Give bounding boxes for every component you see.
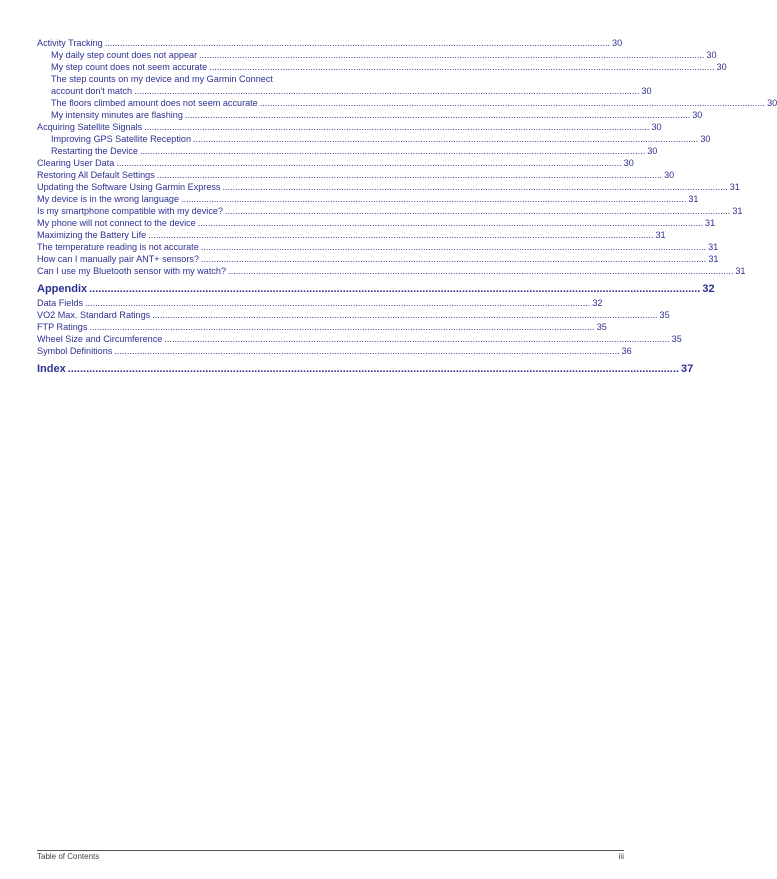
toc-entry-page: 30 xyxy=(692,110,703,120)
table-of-contents xyxy=(37,37,777,377)
toc-entry-pair-ant-sensors[interactable] xyxy=(37,253,719,265)
toc-entry-smartphone-compatible[interactable] xyxy=(37,205,743,217)
toc-entry-clearing-user-data[interactable] xyxy=(37,157,634,169)
toc-entry-title: FTP Ratings xyxy=(37,322,88,332)
toc-entry-ftp-ratings[interactable] xyxy=(37,321,607,333)
toc-entry-temperature-reading[interactable] xyxy=(37,241,719,253)
toc-entry-daily-step-count[interactable] xyxy=(37,49,717,61)
toc-leader-dots xyxy=(89,282,700,296)
toc-entry-title: How can I manually pair ANT+ sensors? xyxy=(37,254,199,264)
toc-entry-page: 35 xyxy=(659,310,670,320)
toc-leader-dots xyxy=(181,193,686,205)
toc-entry-title: The floors climbed amount does not seem accurate xyxy=(51,98,258,108)
toc-leader-dots xyxy=(209,61,714,73)
toc-entry-intensity-minutes[interactable] xyxy=(37,109,703,121)
toc-leader-dots xyxy=(105,37,610,49)
toc-entry-page: 36 xyxy=(621,346,632,356)
toc-entry-satellite-signals[interactable] xyxy=(37,121,662,133)
toc-entry-title: VO2 Max. Standard Ratings xyxy=(37,310,151,320)
toc-entry-vo2-max-ratings[interactable] xyxy=(37,309,670,321)
toc-entry-title-line2: account don't match xyxy=(51,86,133,96)
toc-section-title: Index xyxy=(37,363,66,375)
toc-entry-page: 30 xyxy=(651,122,662,132)
toc-leader-dots xyxy=(116,157,621,169)
toc-entry-wheel-size[interactable] xyxy=(37,333,682,345)
toc-entry-page: 30 xyxy=(623,158,634,168)
toc-leader-dots xyxy=(193,133,698,145)
toc-leader-dots xyxy=(228,265,733,277)
toc-entry-title: Updating the Software Using Garmin Express xyxy=(37,182,221,192)
toc-leader-dots xyxy=(68,362,679,376)
toc-entry-page: 35 xyxy=(671,334,682,344)
toc-entry-page: 32 xyxy=(592,298,603,308)
toc-entry-title: Symbol Definitions xyxy=(37,346,113,356)
toc-entry-title-line1: The step counts on my device and my Garmin Connect xyxy=(51,74,273,84)
toc-leader-dots xyxy=(114,345,619,357)
toc-entry-step-counts-mismatch[interactable] xyxy=(37,73,652,97)
toc-entry-symbol-definitions[interactable] xyxy=(37,345,632,357)
toc-entry-page: 30 xyxy=(706,50,717,60)
toc-leader-dots xyxy=(140,145,645,157)
toc-entry-page: 30 xyxy=(716,62,727,72)
toc-leader-dots xyxy=(85,297,590,309)
footer-section-name: Table of Contents xyxy=(37,852,100,861)
toc-entry-page: 31 xyxy=(708,242,719,252)
toc-entry-title: Restoring All Default Settings xyxy=(37,170,155,180)
toc-entry-restoring-defaults[interactable] xyxy=(37,169,675,181)
toc-leader-dots xyxy=(198,217,703,229)
toc-leader-dots xyxy=(201,253,706,265)
toc-entry-title: Acquiring Satellite Signals xyxy=(37,122,143,132)
toc-entry-title: Restarting the Device xyxy=(51,146,138,156)
toc-section-appendix[interactable] xyxy=(37,282,715,296)
toc-leader-dots xyxy=(225,205,730,217)
toc-entry-restarting-device[interactable] xyxy=(37,145,658,157)
toc-leader-dots xyxy=(201,241,706,253)
footer-page-number: iii xyxy=(618,852,624,861)
toc-leader-dots xyxy=(185,109,690,121)
toc-entry-floors-climbed[interactable] xyxy=(37,97,777,109)
toc-entry-page: 30 xyxy=(641,86,652,96)
toc-entry-page: 31 xyxy=(708,254,719,264)
toc-entry-page: 31 xyxy=(729,182,740,192)
toc-leader-dots xyxy=(134,85,639,97)
toc-entry-page: 31 xyxy=(735,266,746,276)
toc-entry-phone-connect[interactable] xyxy=(37,217,716,229)
toc-entry-data-fields[interactable] xyxy=(37,297,603,309)
toc-entry-page: 31 xyxy=(732,206,743,216)
toc-entry-page: 30 xyxy=(700,134,711,144)
toc-entry-page: 35 xyxy=(596,322,607,332)
toc-entry-title: My device is in the wrong language xyxy=(37,194,180,204)
toc-leader-dots xyxy=(260,97,765,109)
toc-entry-title: Clearing User Data xyxy=(37,158,115,168)
toc-entry-bluetooth-sensor[interactable] xyxy=(37,265,746,277)
toc-leader-dots xyxy=(157,169,662,181)
toc-entry-page: 30 xyxy=(612,38,623,48)
toc-leader-dots xyxy=(222,181,727,193)
toc-section-page: 37 xyxy=(680,363,694,375)
toc-leader-dots xyxy=(89,321,594,333)
toc-leader-dots xyxy=(164,333,669,345)
toc-entry-page: 30 xyxy=(664,170,675,180)
toc-section-page: 32 xyxy=(702,283,715,295)
toc-entry-title: Wheel Size and Circumference xyxy=(37,334,163,344)
toc-entry-updating-software[interactable] xyxy=(37,181,740,193)
toc-entry-title: Improving GPS Satellite Reception xyxy=(51,134,192,144)
toc-entry-page: 31 xyxy=(705,218,716,228)
toc-entry-title: My daily step count does not appear xyxy=(51,50,198,60)
toc-entry-title: My step count does not seem accurate xyxy=(51,62,208,72)
toc-leader-dots xyxy=(148,229,653,241)
toc-entry-page: 30 xyxy=(647,146,658,156)
toc-entry-title: Data Fields xyxy=(37,298,83,308)
toc-entry-activity-tracking[interactable] xyxy=(37,37,623,49)
toc-entry-gps-reception[interactable] xyxy=(37,133,711,145)
toc-entry-title: My intensity minutes are flashing xyxy=(51,110,183,120)
toc-section-title: Appendix xyxy=(37,283,88,295)
toc-entry-battery-life[interactable] xyxy=(37,229,666,241)
toc-entry-title: The temperature reading is not accurate xyxy=(37,242,199,252)
toc-leader-dots xyxy=(152,309,657,321)
toc-entry-page: 31 xyxy=(655,230,666,240)
toc-leader-dots xyxy=(199,49,704,61)
toc-entry-step-count-accuracy[interactable] xyxy=(37,61,727,73)
toc-leader-dots xyxy=(144,121,649,133)
page-footer xyxy=(37,850,624,862)
toc-entry-page: 30 xyxy=(767,98,777,108)
toc-entry-wrong-language[interactable] xyxy=(37,193,699,205)
toc-entry-title: Maximizing the Battery Life xyxy=(37,230,147,240)
toc-entry-page: 31 xyxy=(688,194,699,204)
toc-entry-title: Is my smartphone compatible with my device? xyxy=(37,206,223,216)
toc-entry-title: My phone will not connect to the device xyxy=(37,218,196,228)
toc-entry-title: Activity Tracking xyxy=(37,38,103,48)
toc-entry-title: Can I use my Bluetooth sensor with my watch? xyxy=(37,266,227,276)
toc-section-index[interactable] xyxy=(37,362,694,376)
